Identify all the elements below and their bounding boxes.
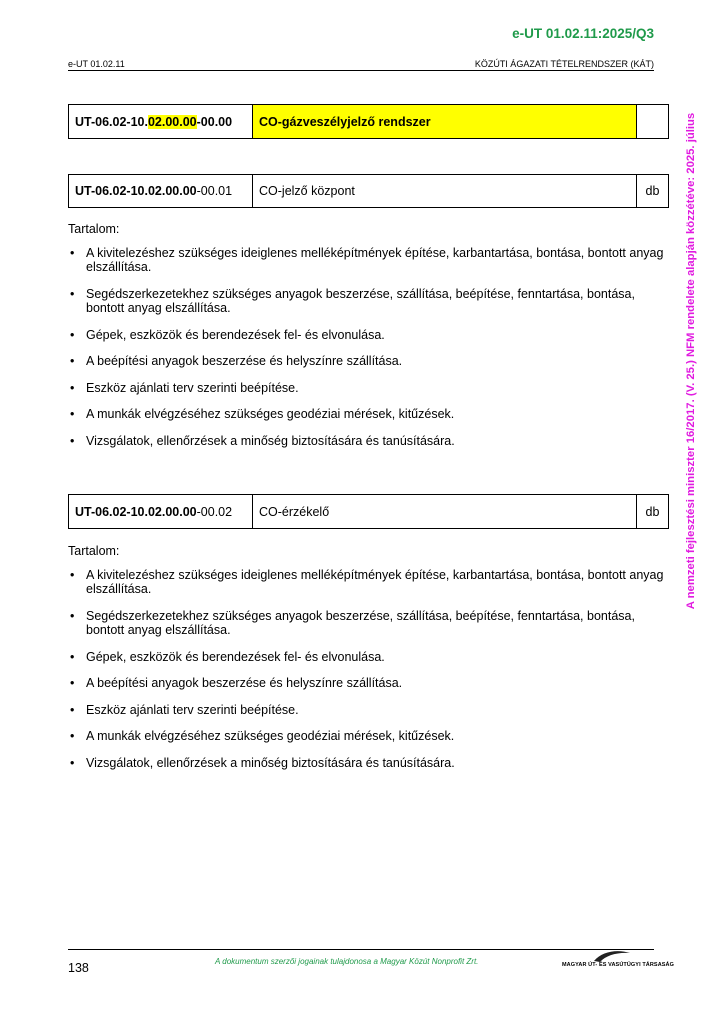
list-item-text: Segédszerkezetekhez szükséges anyagok beszerzése, szállítása, beépítése, fenntartása, bontása, bontott anyag elszállítása. <box>86 286 635 315</box>
list-item <box>68 609 668 638</box>
bullet: • <box>70 755 75 770</box>
item-code-suffix: -00.02 <box>196 504 233 519</box>
item-name: CO-érzékelő <box>253 495 637 529</box>
group-title: CO-gázveszélyjelző rendszer <box>253 105 637 139</box>
bullet: • <box>70 649 75 664</box>
list-item-text: A munkák elvégzéséhez szükséges geodéziai mérések, kitűzések. <box>86 407 455 421</box>
item-content-1 <box>68 222 668 460</box>
item-table-1 <box>68 174 669 208</box>
list-item <box>68 381 668 396</box>
list-item-text: Vizsgálatok, ellenőrzések a minőség biztosítására és tanúsítására. <box>86 433 455 448</box>
side-note <box>682 94 700 628</box>
item-name: CO-jelző központ <box>253 175 637 208</box>
list-item-text: A kivitelezéshez szükséges ideiglenes melléképítmények építése, karbantartása, bontása, bontott anyag elszállítása. <box>86 567 664 596</box>
bullet: • <box>70 380 75 395</box>
item-content-2 <box>68 544 668 782</box>
item-code <box>69 175 253 208</box>
bullet: • <box>70 433 75 448</box>
content-list <box>68 568 668 771</box>
content-list <box>68 246 668 449</box>
list-item <box>68 703 668 718</box>
list-item-text: Segédszerkezetekhez szükséges anyagok beszerzése, szállítása, beépítése, fenntartása, bontása, bontott anyag elszállítása. <box>86 608 635 637</box>
header-right: KÖZÚTI ÁGAZATI TÉTELRENDSZER (KÁT) <box>474 59 654 69</box>
bullet: • <box>70 327 75 342</box>
group-unit <box>637 105 669 139</box>
bullet: • <box>70 407 75 421</box>
item-code-suffix: -00.01 <box>196 184 233 198</box>
list-item-text: A kivitelezéshez szükséges ideiglenes melléképítmények építése, karbantartása, bontása, bontott anyag elszállítása. <box>86 245 664 274</box>
bullet: • <box>70 702 75 717</box>
list-item <box>68 650 668 665</box>
bullet: • <box>70 245 75 260</box>
item-code-bold: UT-06.02-10.02.00.00 <box>75 184 197 198</box>
group-code-highlight: 02.00.00 <box>147 114 197 129</box>
list-item <box>68 756 668 771</box>
list-item <box>68 434 668 449</box>
list-item-text: Eszköz ajánlati terv szerinti beépítése. <box>86 380 299 395</box>
list-item-text: A beépítési anyagok beszerzése és helyszínre szállítása. <box>86 354 403 368</box>
list-item <box>68 328 668 343</box>
group-code-suffix: -00.00 <box>196 114 233 129</box>
list-item-text: Gépek, eszközök és berendezések fel- és elvonulása. <box>86 649 385 664</box>
list-item-text: Eszköz ajánlati terv szerinti beépítése. <box>86 702 299 717</box>
bullet: • <box>70 567 75 582</box>
header-divider <box>68 70 654 71</box>
bullet: • <box>70 608 75 623</box>
content-label: Tartalom: <box>68 544 120 558</box>
list-item-text: Vizsgálatok, ellenőrzések a minőség biztosítására és tanúsítására. <box>86 755 455 770</box>
group-table <box>68 104 669 139</box>
logo-text: MAGYAR ÚT- ÉS VASÚTÜGYI TÁRSASÁG <box>562 962 674 968</box>
item-code-bold: UT-06.02-10.02.00.00 <box>75 504 197 519</box>
bullet: • <box>70 354 75 368</box>
side-note-text: A nemzeti fejlesztési miniszter 16/2017. (V. 25.) NFM rendelete alapján közzétéve: 2025. július <box>685 112 697 610</box>
page-number: 138 <box>68 961 89 975</box>
group-code <box>69 105 253 139</box>
list-item-text: A beépítési anyagok beszerzése és helyszínre szállítása. <box>86 676 403 690</box>
list-item <box>68 407 668 422</box>
list-item <box>68 676 668 691</box>
bullet: • <box>70 676 75 690</box>
list-item <box>68 568 668 597</box>
list-item-text: A munkák elvégzéséhez szükséges geodéziai mérések, kitűzések. <box>86 729 455 743</box>
item-unit: db <box>637 175 669 208</box>
list-item <box>68 287 668 316</box>
road-swoosh-icon <box>592 949 632 963</box>
list-item <box>68 729 668 744</box>
bullet: • <box>70 729 75 743</box>
list-item <box>68 246 668 275</box>
item-unit: db <box>637 495 669 529</box>
group-code-part: UT-06.02-10. <box>75 114 148 129</box>
header-left: e-UT 01.02.11 <box>68 59 125 69</box>
list-item <box>68 354 668 369</box>
item-table-2 <box>68 494 669 529</box>
content-label: Tartalom: <box>68 222 120 236</box>
list-item-text: Gépek, eszközök és berendezések fel- és elvonulása. <box>86 327 385 342</box>
company-logo <box>562 949 674 973</box>
item-code <box>69 495 253 529</box>
bullet: • <box>70 286 75 301</box>
document-code: e-UT 01.02.11:2025/Q3 <box>512 26 654 41</box>
copyright-note: A dokumentum szerzői jogainak tulajdonosa a Magyar Közút Nonprofit Zrt. <box>215 957 479 966</box>
